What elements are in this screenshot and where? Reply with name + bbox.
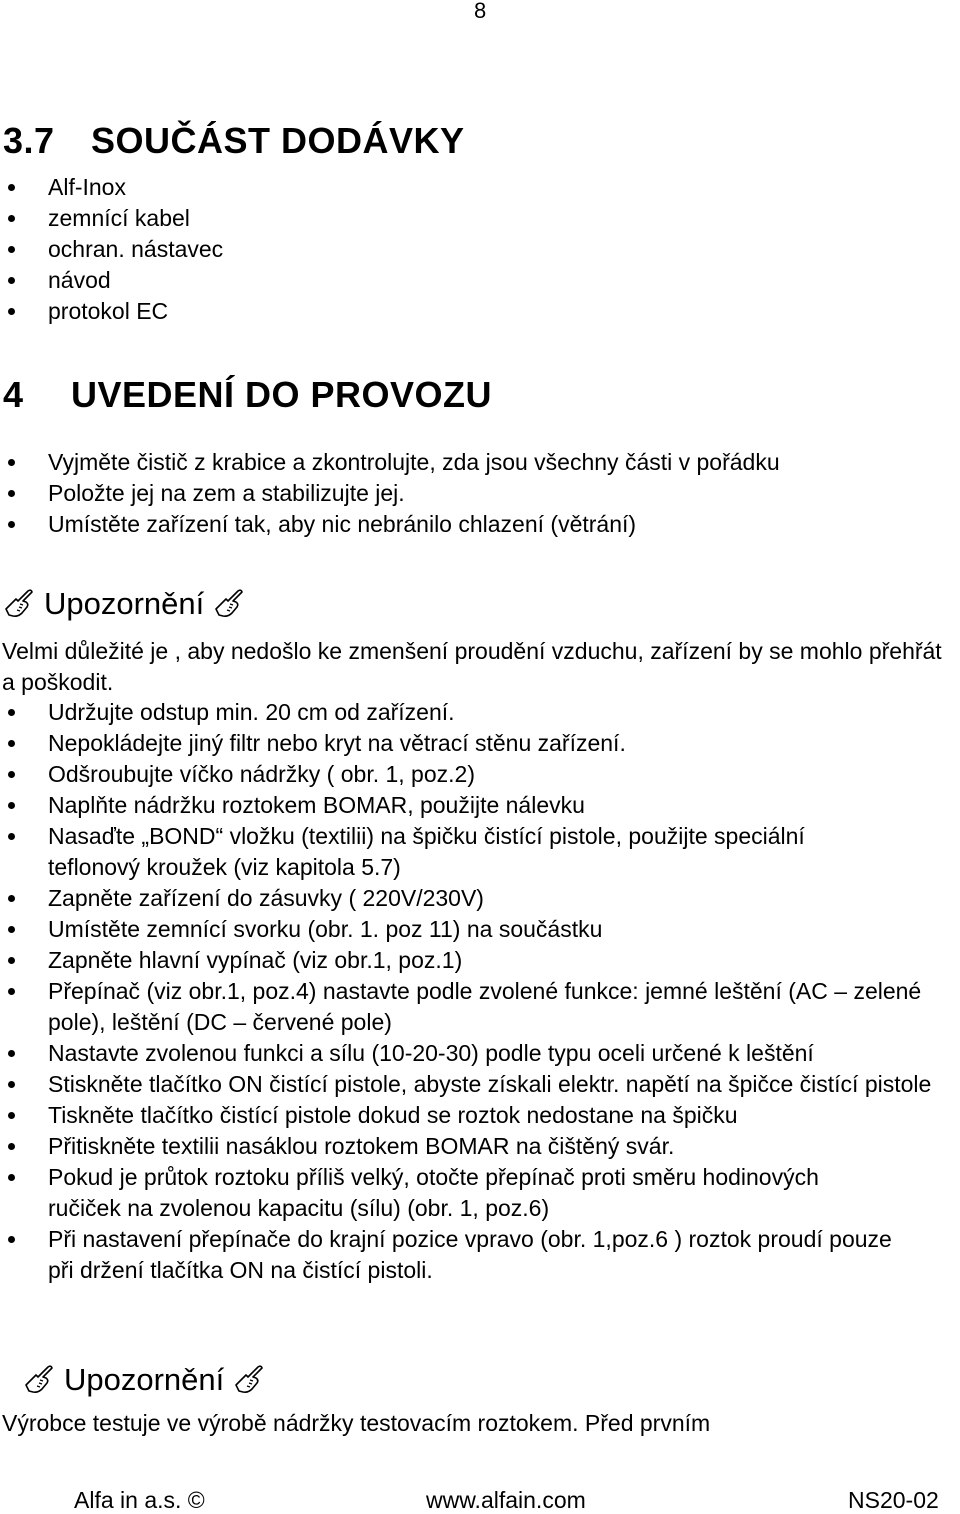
- list-item: Vyjměte čistič z krabice a zkontrolujte, zda jsou všechny části v pořádku: [0, 447, 780, 478]
- list-item: ochran. nástavec: [0, 234, 223, 265]
- footer-website: www.alfain.com: [426, 1487, 586, 1513]
- section-number: 4: [3, 374, 24, 415]
- list-item: Tiskněte tlačítko čistící pistole dokud se roztok nedostane na špičku: [0, 1100, 953, 1131]
- list-item: protokol EC: [0, 296, 223, 327]
- list-item: Přitiskněte textilii nasáklou roztokem BOMAR na čištěný svár.: [0, 1131, 953, 1162]
- list-item: zemnící kabel: [0, 203, 223, 234]
- warning-text: Velmi důležité je , aby nedošlo ke zmenšení proudění vzduchu, zařízení by se mohlo přehřát a poškodit.: [2, 638, 942, 695]
- list-item: Přepínač (viz obr.1, poz.4) nastavte podle zvolené funkce: jemné leštění (AC – zelené pole), leštění (DC – červené pole): [0, 976, 948, 1038]
- section-heading-3-7: [3, 120, 465, 162]
- section-number: 3.7: [3, 120, 55, 161]
- list-item: Pokud je průtok roztoku příliš velký, otočte přepínač proti směru hodinových ručiček na zvolenou kapacitu (sílu) (obr. 1, poz.6): [0, 1162, 848, 1224]
- footer-company: Alfa in a.s. ©: [74, 1487, 205, 1513]
- pointing-hand-icon: [22, 1363, 56, 1397]
- list-item: Nasaďte „BOND“ vložku (textilii) na špičku čistící pistole, použijte speciální teflonový kroužek (viz kapitola 5.7): [0, 821, 848, 883]
- list-item: Zapněte zařízení do zásuvky ( 220V/230V): [0, 883, 953, 914]
- pointing-hand-icon: [212, 587, 246, 621]
- delivery-list: [0, 172, 223, 327]
- list-item: Udržujte odstup min. 20 cm od zařízení.: [0, 697, 953, 728]
- warning-heading: [2, 586, 246, 622]
- list-item: Umístěte zemnící svorku (obr. 1. poz 11) na součástku: [0, 914, 953, 945]
- warning-text: Výrobce testuje ve výrobě nádržky testovacím roztokem. Před prvním: [2, 1410, 711, 1436]
- warning-heading: [22, 1362, 266, 1398]
- page-number: 8: [474, 0, 487, 23]
- pointing-hand-icon: [232, 1363, 266, 1397]
- list-item: Položte jej na zem a stabilizujte jej.: [0, 478, 780, 509]
- footer-doc-code: NS20-02: [848, 1487, 939, 1513]
- list-item: Odšroubujte víčko nádržky ( obr. 1, poz.2): [0, 759, 953, 790]
- instructions-list: [0, 697, 953, 1286]
- list-item: návod: [0, 265, 223, 296]
- commissioning-list: [0, 447, 780, 540]
- section-heading-4: [3, 374, 492, 416]
- list-item: Alf-Inox: [0, 172, 223, 203]
- section-title: UVEDENÍ DO PROVOZU: [71, 374, 493, 415]
- list-item: Nastavte zvolenou funkci a sílu (10-20-30) podle typu oceli určené k leštění: [0, 1038, 838, 1069]
- warning-title: Upozornění: [44, 586, 205, 621]
- list-item: Nepokládejte jiný filtr nebo kryt na větrací stěnu zařízení.: [0, 728, 953, 759]
- list-item: Umístěte zařízení tak, aby nic nebránilo chlazení (větrání): [0, 509, 780, 540]
- pointing-hand-icon: [2, 587, 36, 621]
- list-item: Stiskněte tlačítko ON čistící pistole, abyste získali elektr. napětí na špičce čistící pistole: [0, 1069, 953, 1100]
- list-item: Naplňte nádržku roztokem BOMAR, použijte nálevku: [0, 790, 953, 821]
- list-item: Při nastavení přepínače do krajní pozice vpravo (obr. 1,poz.6 ) roztok proudí pouze při držení tlačítka ON na čistící pistoli.: [0, 1224, 908, 1286]
- section-title: SOUČÁST DODÁVKY: [91, 120, 465, 161]
- warning-title: Upozornění: [64, 1362, 225, 1397]
- list-item: Zapněte hlavní vypínač (viz obr.1, poz.1): [0, 945, 953, 976]
